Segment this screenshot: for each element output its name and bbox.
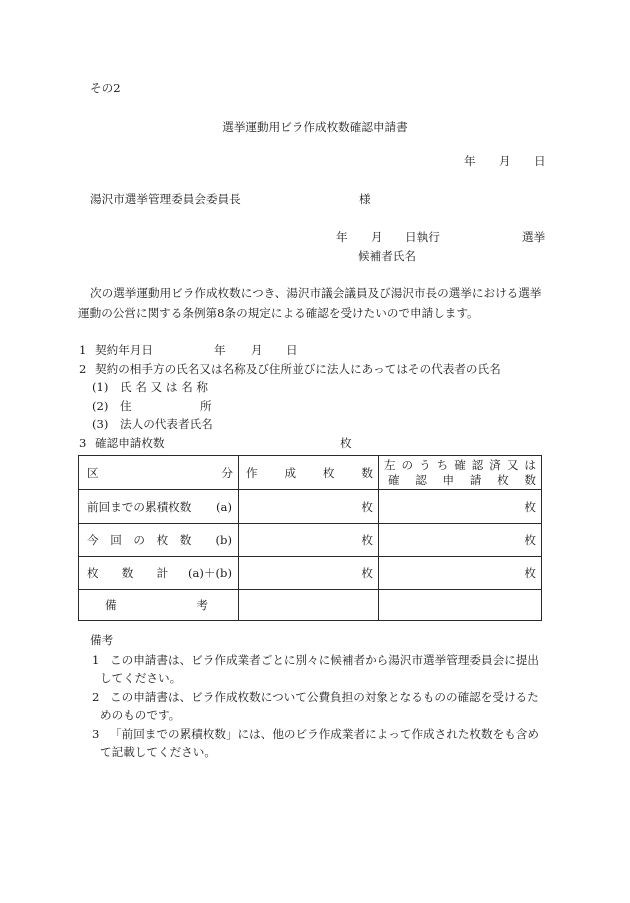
sub-item-2-number: (2) [92, 399, 109, 413]
row-created-unit: 枚 [239, 524, 379, 557]
header-confirmed-cell [379, 456, 542, 490]
sub-item-2-label-start: 住 [120, 399, 132, 413]
row-label-text: 前回までの累積枚数 [87, 499, 192, 514]
remarks-created-cell [239, 590, 379, 621]
candidate-label: 候補者氏名 [358, 249, 416, 263]
header-confirmed-line-2: 確 認 申 請 枚 数 [388, 472, 536, 487]
note-1-number: 1 [92, 653, 100, 667]
intro-line-1: 次の選挙運動用ビラ作成枚数につき、湯沢市議会議員及び湯沢市長の選挙における選挙 [90, 286, 542, 300]
row-label-text: 枚 数 計 [87, 566, 169, 580]
election-year: 年 [336, 230, 348, 244]
remarks-label-end: 考 [196, 598, 208, 612]
item-1-label: 契約年月日 [95, 343, 153, 357]
election-label: 選挙 [522, 230, 546, 244]
row-confirmed-unit: 枚 [379, 557, 542, 590]
row-confirmed-unit: 枚 [379, 490, 542, 524]
table-row [79, 557, 542, 590]
row-label-cell [79, 557, 239, 590]
submission-date-year: 年 [464, 154, 476, 168]
note-2-line-1: この申請書は、ビラ作成枚数について公費負担の対象となるものの確認を受けるた [110, 690, 539, 704]
item-1-day: 日 [286, 343, 298, 357]
table-row [79, 524, 542, 557]
sub-item-3-label: 法人の代表者氏名 [120, 417, 213, 431]
header-category-start: 区 [87, 465, 99, 480]
note-3-line-2: て記載してください。 [100, 745, 216, 759]
remarks-label-cell [79, 590, 239, 621]
sub-item-1-number: (1) [92, 380, 109, 394]
remarks-label [79, 599, 238, 611]
item-1-year: 年 [214, 343, 226, 357]
note-2-number: 2 [92, 690, 100, 704]
row-label-suffix: (a)＋(b) [187, 566, 232, 580]
sub-item-2-label-end: 所 [200, 399, 212, 413]
note-1-line-1: この申請書は、ビラ作成業者ごとに別々に候補者から湯沢市選挙管理委員会に提出 [110, 653, 539, 667]
header-category-cell [79, 456, 239, 490]
header-created: 作 成 枚 数 [246, 465, 373, 480]
remarks-label-start: 備 [105, 598, 117, 612]
row-confirmed-unit: 枚 [379, 524, 542, 557]
intro-line-2: 運動の公営に関する条例第8条の規定による確認を受けたいので申請します。 [78, 306, 479, 320]
row-label-suffix: (a) [216, 499, 232, 514]
sub-item-1-label: 氏 名 又 は 名 称 [120, 380, 208, 394]
header-confirmed-line-1: 左 の う ち 確 認 済 又 は [384, 457, 536, 472]
note-3-line-1: 「前回までの累積枚数」には、他のビラ作成業者によって作成された枚数をも含め [110, 727, 539, 741]
item-2-number: 2 [79, 362, 87, 376]
form-number: その2 [90, 81, 121, 95]
row-label-cell [79, 490, 239, 524]
row-label-text: 今 回 の 枚 数 [87, 533, 192, 547]
header-category-end: 分 [221, 465, 233, 480]
header-created-cell [239, 456, 379, 490]
submission-date-month: 月 [499, 154, 511, 168]
row-label-suffix: (b) [215, 533, 232, 547]
table-row [79, 490, 542, 524]
row-label [79, 567, 238, 579]
notes-heading: 備考 [90, 633, 114, 647]
submission-date-day: 日 [534, 154, 546, 168]
item-1-month: 月 [251, 343, 263, 357]
table-header-row [79, 456, 542, 490]
election-day-executed: 日執行 [405, 230, 440, 244]
note-1-line-2: してください。 [100, 671, 182, 685]
row-label [79, 501, 238, 513]
item-3-unit: 枚 [340, 436, 352, 450]
election-month: 月 [371, 230, 383, 244]
item-1-number: 1 [79, 343, 87, 357]
item-3-number: 3 [79, 436, 87, 450]
count-table [78, 455, 542, 621]
remarks-confirmed-cell [379, 590, 542, 621]
addressee-honorific: 様 [359, 192, 371, 206]
row-created-unit: 枚 [239, 557, 379, 590]
row-label [79, 534, 238, 546]
row-created-unit: 枚 [239, 490, 379, 524]
note-3-number: 3 [92, 727, 100, 741]
item-3-label: 確認申請枚数 [95, 436, 165, 450]
note-2-line-2: めのものです。 [100, 708, 181, 722]
header-category [79, 467, 238, 479]
sub-item-3-number: (3) [92, 417, 109, 431]
addressee-name: 湯沢市選挙管理委員会委員長 [90, 192, 241, 206]
item-2-label: 契約の相手方の氏名又は名称及び住所並びに法人にあってはその代表者の氏名 [95, 362, 501, 376]
row-label-cell [79, 524, 239, 557]
document-title: 選挙運動用ビラ作成枚数確認申請書 [222, 120, 408, 134]
table-row-remarks [79, 590, 542, 621]
